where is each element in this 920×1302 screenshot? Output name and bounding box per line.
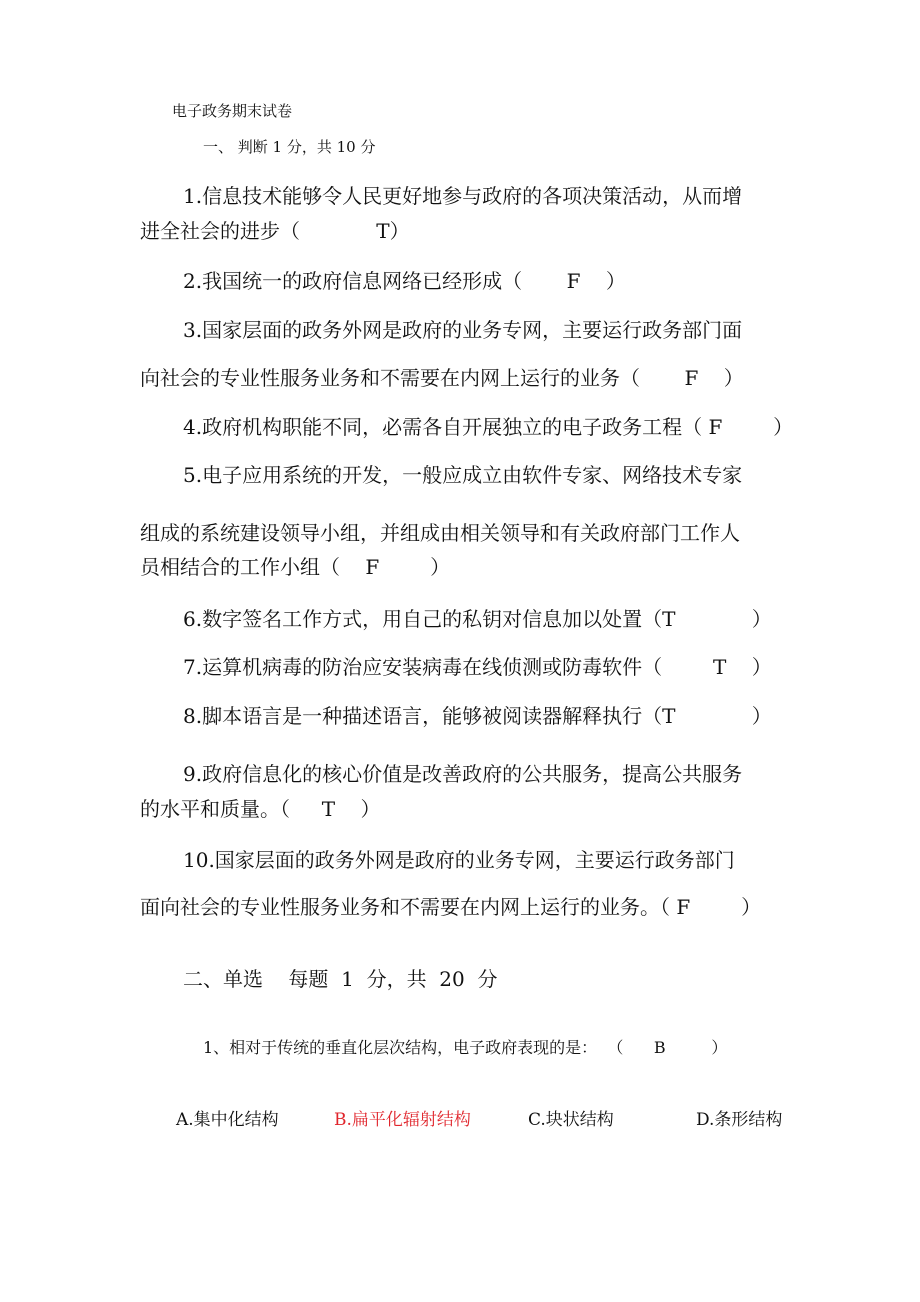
item-10-line-1: 10.国家层面的政务外网是政府的业务专网，主要运行政务部门 — [183, 848, 735, 872]
option-a: A.集中化结构 — [176, 1110, 279, 1130]
option-c: C.块状结构 — [528, 1110, 614, 1130]
item-9-line-1: 9.政府信息化的核心价值是改善政府的公共服务，提高公共服务 — [183, 762, 743, 786]
option-b-correct: B.扁平化辐射结构 — [334, 1110, 471, 1130]
item-7-line-1: 7.运算机病毒的防治应安装病毒在线侦测或防毒软件（ T ） — [183, 655, 772, 679]
item-3-line-2: 向社会的专业性服务业务和不需要在内网上运行的业务（ F ） — [140, 366, 744, 390]
item-8-line-1: 8.脚本语言是一种描述语言，能够被阅读器解释执行（T ） — [183, 704, 772, 728]
document-title: 电子政务期末试卷 — [172, 102, 293, 120]
item-1-line-2: 进全社会的进步（ T） — [140, 219, 410, 243]
item-5-line-3: 员相结合的工作小组（ F ） — [140, 555, 451, 579]
item-10-line-2: 面向社会的专业性服务业务和不需要在内网上运行的业务。（ F ） — [140, 895, 762, 919]
item-1-line-1: 1.信息技术能够令人民更好地参与政府的各项决策活动，从而增 — [183, 184, 743, 208]
item-2-line-1: 2.我国统一的政府信息网络已经形成（ F ） — [183, 269, 626, 293]
item-3-line-1: 3.国家层面的政务外网是政府的业务专网，主要运行政务部门面 — [183, 318, 743, 342]
item-5-line-2: 组成的系统建设领导小组，并组成由相关领导和有关政府部门工作人 — [140, 521, 740, 545]
question-1: 1、相对于传统的垂直化层次结构，电子政府表现的是： （ B ） — [203, 1038, 728, 1057]
item-5-line-1: 5.电子应用系统的开发，一般应成立由软件专家、网络技术专家 — [183, 463, 743, 487]
option-d: D.条形结构 — [696, 1110, 783, 1130]
item-4-line-1: 4.政府机构职能不同，必需各自开展独立的电子政务工程（ F ） — [183, 415, 794, 439]
section2-header: 二、单选 每题 1 分，共 20 分 — [183, 967, 498, 991]
section1-header: 一、 判断 1 分，共 10 分 — [203, 138, 376, 156]
item-9-line-2: 的水平和质量。（ T ） — [140, 797, 381, 821]
item-6-line-1: 6.数字签名工作方式，用自己的私钥对信息加以处置（T ） — [183, 607, 772, 631]
